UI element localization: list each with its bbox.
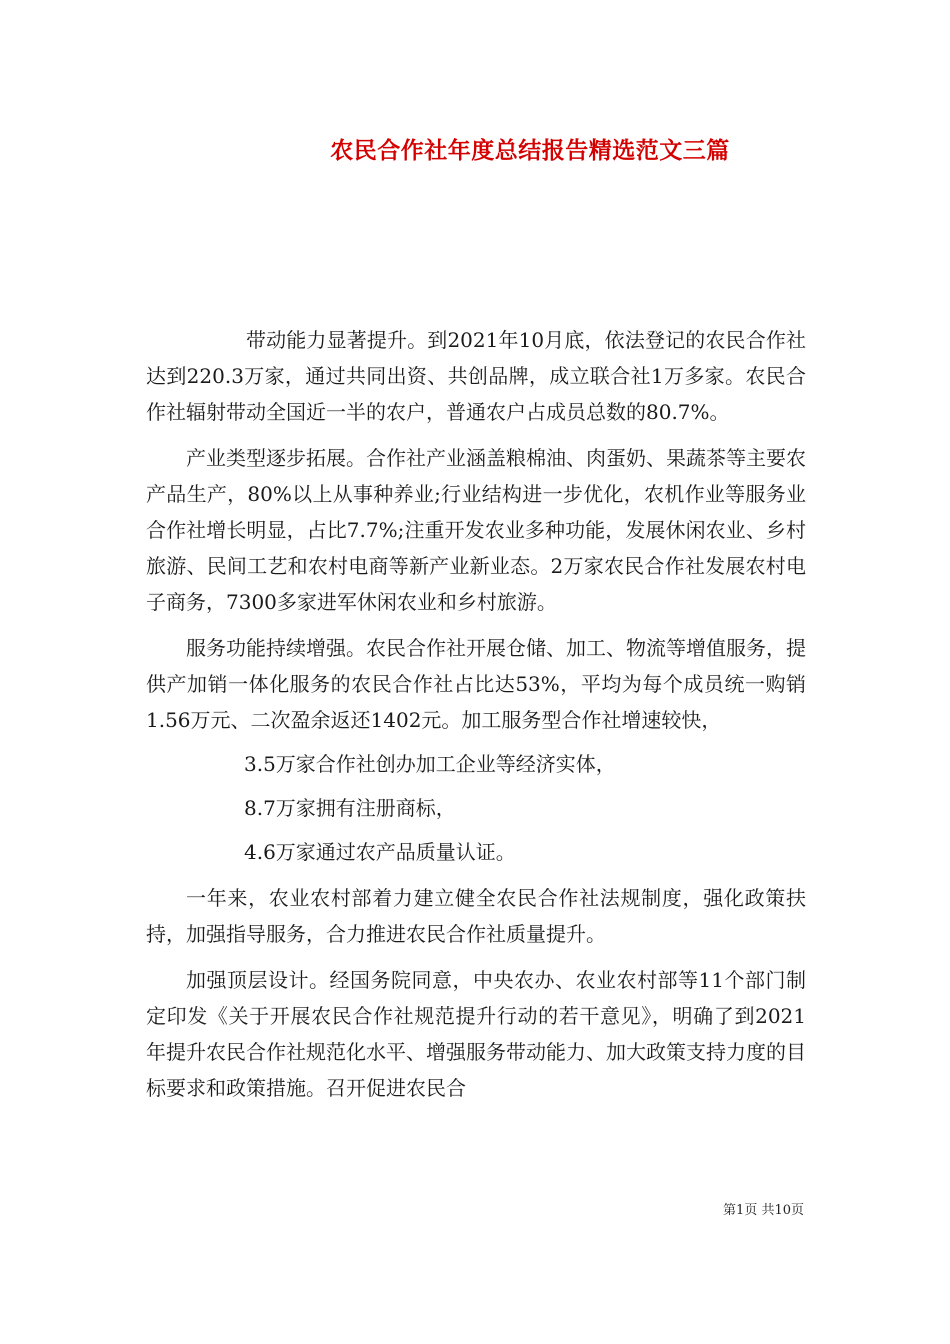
page-number-footer: 第1页 共10页 [723,1203,804,1218]
list-item: 3.5万家合作社创办加工企业等经济实体， [244,752,616,776]
document-body [146,322,806,1106]
document-title: 农民合作社年度总结报告精选范文三篇 [330,138,730,164]
paragraph-top-level-design: 加强顶层设计。经国务院同意，中央农办、农业农村部等11个部门制定印发《关于开展农民合作社规范提升行动的若干意见》，明确了到2021年提升农民合作社规范化水平、增强服务带动能力、加大政策支持力度的目标要求和政策措施。召开促进农民合 [146,968,806,1100]
paragraph-industry-types: 产业类型逐步拓展。合作社产业涵盖粮棉油、肉蛋奶、果蔬茶等主要农产品生产，80%以上从事种养业;行业结构进一步优化，农机作业等服务业合作社增长明显，占比7.7%;注重开发农业多种功能，发展休闲农业、乡村旅游、民间工艺和农村电商等新产业新业态。2万家农民合作社发展农村电子商务，7300多家进军休闲农业和乡村旅游。 [146,446,806,614]
paragraph-driving-capacity: 带动能力显著提升。到2021年10月底，依法登记的农民合作社达到220.3万家，通过共同出资、共创品牌，成立联合社1万多家。农民合作社辐射带动全国近一半的农户，普通农户占成员总数的80.7%。 [146,328,806,424]
paragraph-ministry-summary: 一年来，农业农村部着力建立健全农民合作社法规制度，强化政策扶持，加强指导服务，合力推进农民合作社质量提升。 [146,886,806,946]
list-item: 4.6万家通过农产品质量认证。 [244,840,516,864]
list-item: 8.7万家拥有注册商标， [244,796,456,820]
paragraph-service-functions: 服务功能持续增强。农民合作社开展仓储、加工、物流等增值服务，提供产加销一体化服务的农民合作社占比达53%，平均为每个成员统一购销1.56万元、二次盈余返还1402元。加工服务型合作社增速较快， [146,636,806,732]
